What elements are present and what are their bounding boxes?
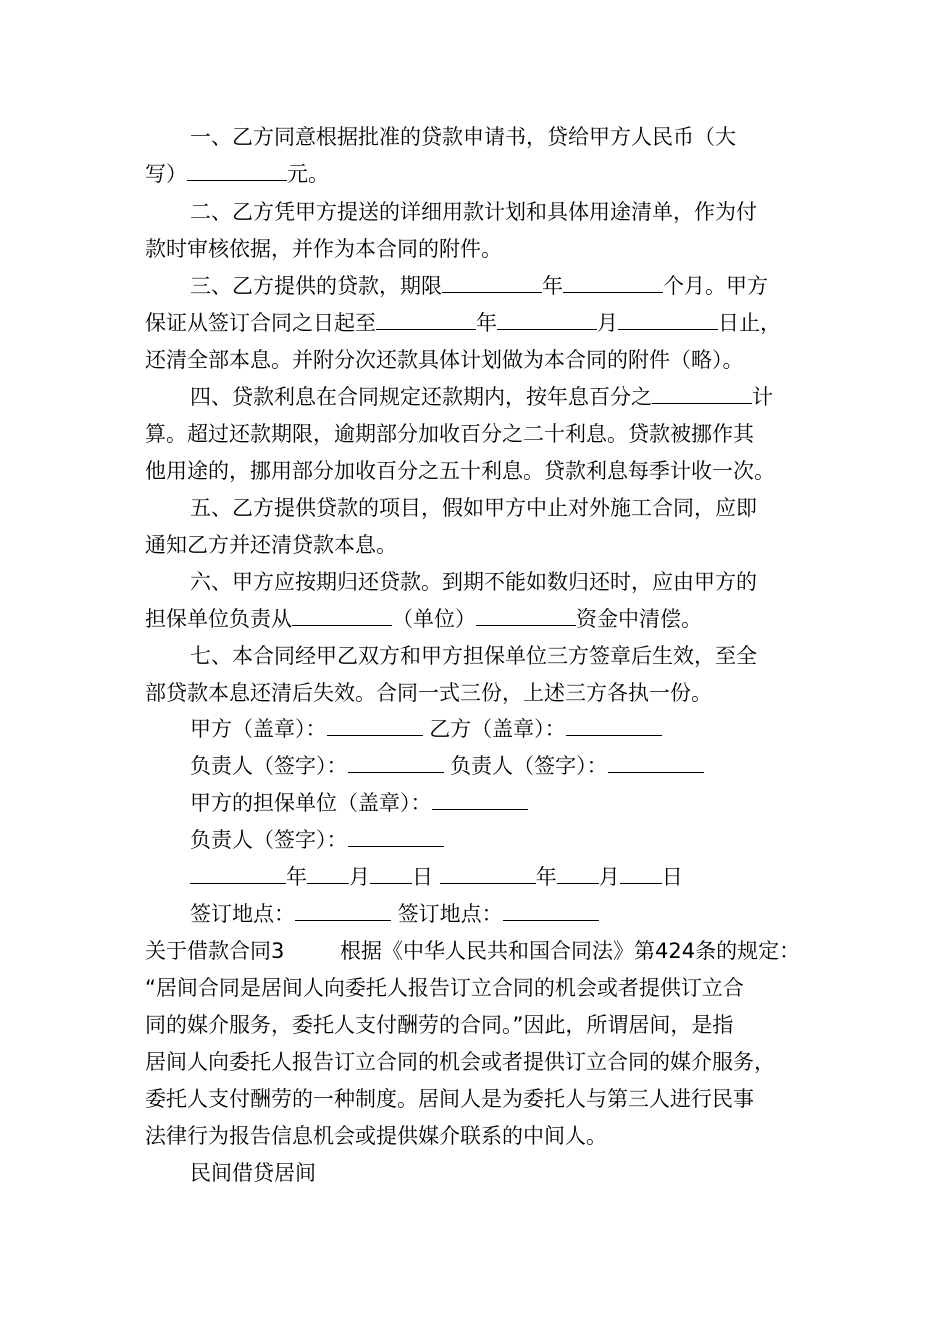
signature-guarantor-resp: 负责人（签字）： (190, 826, 890, 854)
amount-blank[interactable] (187, 160, 287, 181)
section-para-line-5: 法律行为报告信息机会或提供媒介联系的中间人。 (145, 1124, 607, 1148)
clause-1-line-1: 一、乙方同意根据批准的贷款申请书，贷给甲方人民币（大 (190, 125, 736, 149)
end-year-blank[interactable] (376, 309, 476, 330)
clause-4-line-3: 他用途的，挪用部分加收百分之五十利息。贷款利息每季计收一次。 (145, 459, 775, 483)
place-a-blank[interactable] (295, 900, 391, 921)
clause-5-line-2: 通知乙方并还清贷款本息。 (145, 533, 397, 557)
guarantor-seal-blank[interactable] (432, 789, 528, 810)
party-a-seal-blank[interactable] (327, 715, 423, 736)
term-months-blank[interactable] (563, 272, 663, 293)
clause-1-line-2: 写） 元。 (145, 162, 329, 186)
section-title: 关于借款合同3 (145, 939, 285, 963)
clause-6-line-1: 六、甲方应按期归还贷款。到期不能如数归还时，应由甲方的 (190, 570, 757, 594)
guarantor-source-blank[interactable] (292, 605, 392, 626)
section-para-line-4: 委托人支付酬劳的一种制度。居间人是为委托人与第三人进行民事 (145, 1087, 754, 1111)
date-b-year-blank[interactable] (440, 863, 536, 884)
signature-dates: 年 月 日 年 月 日 (190, 863, 890, 891)
date-a-year-blank[interactable] (190, 863, 286, 884)
section-subheading: 民间借贷居间 (190, 1161, 316, 1185)
clause-7-line-2: 部贷款本息还清后失效。合同一式三份，上述三方各执一份。 (145, 681, 712, 705)
end-month-blank[interactable] (497, 309, 597, 330)
clause-4-line-1: 四、贷款利息在合同规定还款期内，按年息百分之 计 (190, 385, 773, 409)
guarantor-resp-blank[interactable] (348, 826, 444, 847)
section-para-line-2: 同的媒介服务，委托人支付酬劳的合同。”因此，所谓居间，是指 (145, 1013, 734, 1037)
clause-3-line-3: 还清全部本息。并附分次还款具体计划做为本合同的附件（略）。 (145, 348, 744, 372)
term-years-blank[interactable] (442, 272, 542, 293)
clause-3-line-2: 保证从签订合同之日起至 年 月 日止， (145, 311, 781, 335)
party-b-seal-blank[interactable] (566, 715, 662, 736)
signature-responsible: 负责人（签字）： 负责人（签字）： (190, 752, 890, 780)
clause-2-line-2: 款时审核依据，并作为本合同的附件。 (145, 237, 502, 261)
party-b-resp-blank[interactable] (608, 752, 704, 773)
signature-guarantor: 甲方的担保单位（盖章）： (190, 789, 890, 817)
clause-6-line-2: 担保单位负责从 （单位） 资金中清偿。 (145, 607, 702, 631)
date-b-month-blank[interactable] (557, 863, 599, 884)
interest-rate-blank[interactable] (652, 383, 752, 404)
section-para-line-1: “居间合同是居间人向委托人报告订立合同的机会或者提供订立合 (145, 976, 744, 1000)
clause-7-line-1: 七、本合同经甲乙双方和甲方担保单位三方签章后生效，至全 (190, 644, 757, 668)
guarantor-fund-blank[interactable] (476, 605, 576, 626)
signature-places: 签订地点： 签订地点： (190, 900, 890, 928)
date-a-day-blank[interactable] (370, 863, 412, 884)
party-a-resp-blank[interactable] (348, 752, 444, 773)
date-a-month-blank[interactable] (307, 863, 349, 884)
place-b-blank[interactable] (503, 900, 599, 921)
end-day-blank[interactable] (618, 309, 718, 330)
clause-3-line-1: 三、乙方提供的贷款，期限 年 个月。甲方 (190, 274, 768, 298)
section-para-line-3: 居间人向委托人报告订立合同的机会或者提供订立合同的媒介服务， (145, 1050, 775, 1074)
section-intro: 根据《中华人民共和国合同法》第424条的规定： (340, 939, 801, 963)
clause-4-line-2: 算。超过还款期限，逾期部分加收百分之二十利息。贷款被挪作其 (145, 422, 754, 446)
clause-2-line-1: 二、乙方凭甲方提送的详细用款计划和具体用途清单，作为付 (190, 200, 757, 224)
signature-parties: 甲方（盖章）： 乙方（盖章）： (190, 715, 890, 743)
date-b-day-blank[interactable] (620, 863, 662, 884)
clause-5-line-1: 五、乙方提供贷款的项目，假如甲方中止对外施工合同，应即 (190, 496, 757, 520)
